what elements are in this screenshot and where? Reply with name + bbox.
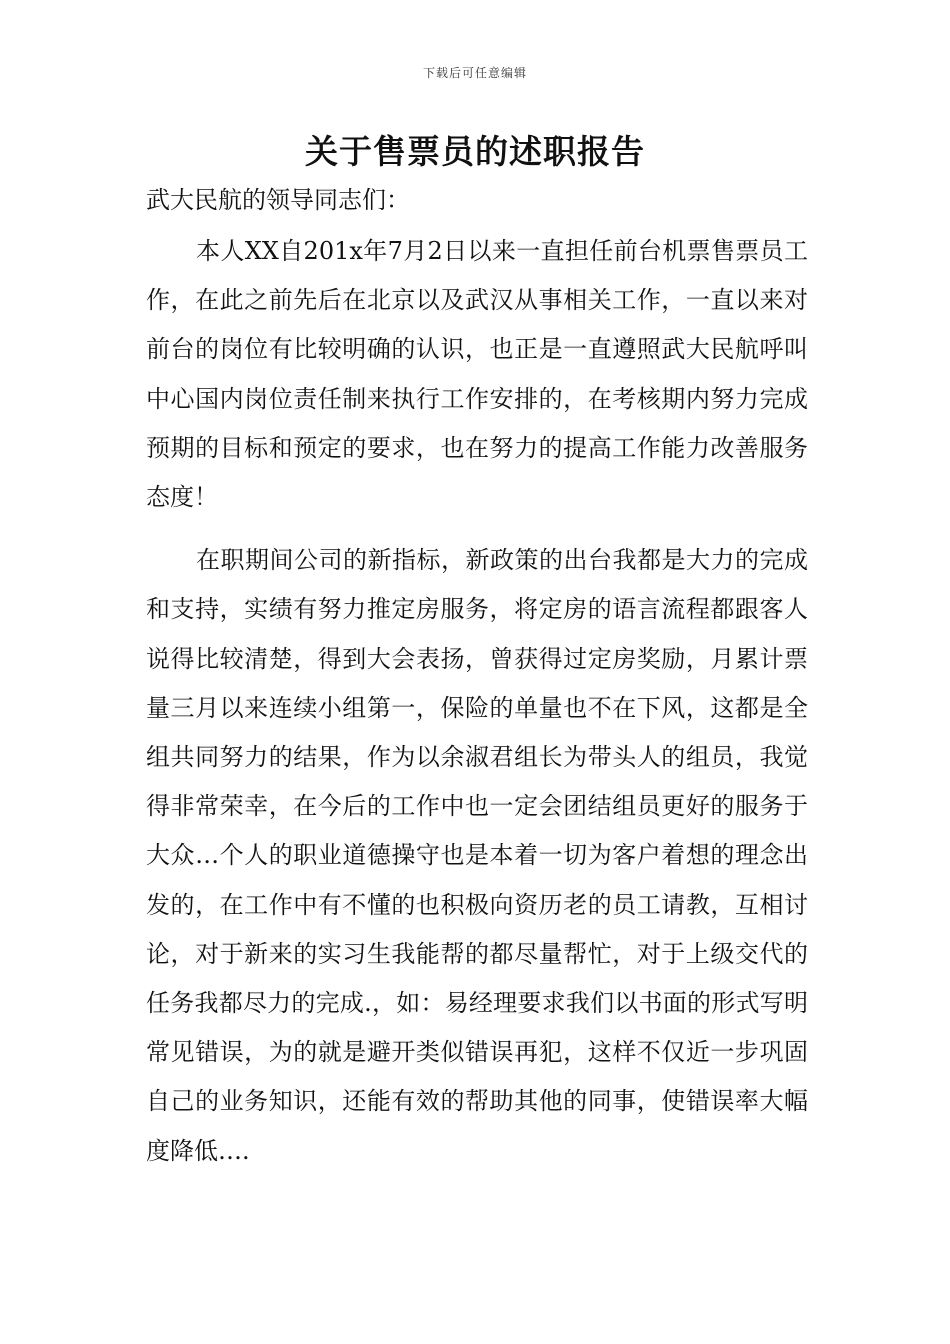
paragraph-1: 本人XX自201x年7月2日以来一直担任前台机票售票员工作，在此之前先后在北京以及武汉从事相关工作，一直以来对前台的岗位有比较明确的认识，也正是一直遵照武大民航呼叫中心国内岗位责任制来执行工作安排的，在考核期内努力完成预期的目标和预定的要求，也在努力的提高工作能力改善服务态度！ <box>146 237 808 512</box>
header-note: 下载后可任意编辑 <box>422 66 527 80</box>
document-body <box>146 176 808 1176</box>
document-title: 关于售票员的述职报告 <box>305 132 645 171</box>
salutation: 武大民航的领导同志们： <box>146 186 410 214</box>
paragraph-2: 在职期间公司的新指标，新政策的出台我都是大力的完成和支持，实绩有努力推定房服务，将定房的语言流程都跟客人说得比较清楚，得到大会表扬，曾获得过定房奖励，月累计票量三月以来连续小组第一，保险的单量也不在下风，这都是全组共同努力的结果，作为以余淑君组长为带头人的组员，我觉得非常荣幸，在今后的工作中也一定会团结组员更好的服务于大众…个人的职业道德操守也是本着一切为客户着想的理念出发的，在工作中有不懂的也积极向资历老的员工请教，互相讨论，对于新来的实习生我能帮的都尽量帮忙，对于上级交代的任务我都尽力的完成.，如：易经理要求我们以书面的形式写明常见错误，为的就是避开类似错误再犯，这样不仅近一步巩固自己的业务知识，还能有效的帮助其他的同事，使错误率大幅度降低…. <box>146 546 808 1165</box>
